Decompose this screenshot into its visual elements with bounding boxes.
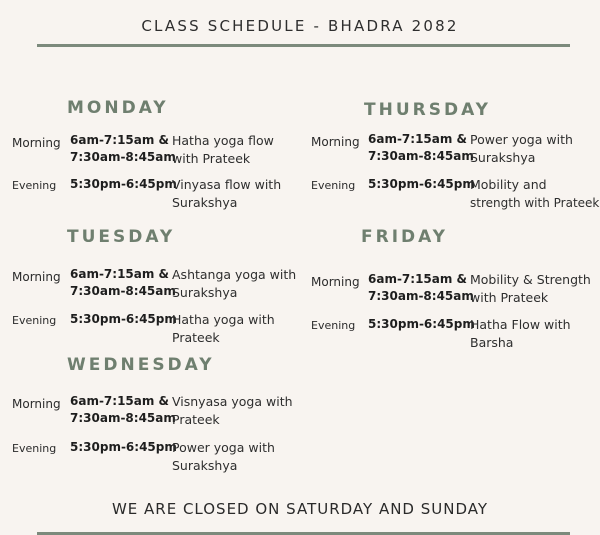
slot-label: Morning bbox=[12, 136, 61, 150]
class-instructor: with Prateek bbox=[172, 151, 251, 166]
day-heading-wednesday: WEDNESDAY bbox=[67, 355, 215, 375]
day-heading-thursday: THURSDAY bbox=[364, 100, 491, 120]
class-instructor: Surakshya bbox=[172, 195, 238, 210]
time-range: 6am-7:15am & bbox=[368, 132, 468, 146]
time-range: 6am-7:15am & bbox=[70, 267, 170, 281]
time-range: 6am-7:15am & bbox=[368, 272, 468, 286]
class-name: Hatha yoga with bbox=[172, 312, 275, 327]
class-instructor: Surakshya bbox=[470, 150, 536, 165]
class-name: Visnyasa yoga with bbox=[172, 394, 293, 409]
time-range: 5:30pm-6:45pm bbox=[368, 317, 475, 331]
slot-label: Evening bbox=[311, 319, 356, 332]
time-range-second: 7:30am-8:45am bbox=[368, 289, 474, 303]
slot-label: Evening bbox=[311, 179, 356, 192]
slot-label: Morning bbox=[12, 397, 61, 411]
slot-label: Morning bbox=[12, 270, 61, 284]
class-instructor: strength with Prateek bbox=[470, 196, 600, 210]
class-instructor: Barsha bbox=[470, 335, 514, 350]
time-range: 5:30pm-6:45pm bbox=[70, 440, 177, 454]
day-heading-monday: MONDAY bbox=[67, 98, 169, 118]
class-name: Vinyasa flow with bbox=[172, 177, 282, 192]
day-heading-friday: FRIDAY bbox=[361, 227, 448, 247]
page-title: CLASS SCHEDULE - BHADRA 2082 bbox=[141, 17, 459, 35]
class-name: Hatha Flow with bbox=[470, 317, 571, 332]
title-divider bbox=[37, 44, 570, 47]
time-range: 5:30pm-6:45pm bbox=[368, 177, 475, 191]
class-name: Power yoga with bbox=[172, 440, 275, 455]
time-range-second: 7:30am-8:45am bbox=[70, 150, 176, 164]
time-range: 5:30pm-6:45pm bbox=[70, 177, 177, 191]
slot-label: Evening bbox=[12, 442, 57, 455]
class-instructor: with Prateek bbox=[470, 290, 549, 305]
time-range: 6am-7:15am & bbox=[70, 394, 170, 408]
class-name: Mobility & Strength bbox=[470, 272, 591, 287]
time-range: 6am-7:15am & bbox=[70, 133, 170, 147]
slot-label: Morning bbox=[311, 135, 360, 149]
class-instructor: Surakshya bbox=[172, 458, 238, 473]
class-name: Mobility and bbox=[470, 177, 547, 192]
class-name: Hatha yoga flow bbox=[172, 133, 274, 148]
class-instructor: Prateek bbox=[172, 330, 220, 345]
time-range-second: 7:30am-8:45am bbox=[70, 284, 176, 298]
slot-label: Morning bbox=[311, 275, 360, 289]
closed-notice: WE ARE CLOSED ON SATURDAY AND SUNDAY bbox=[111, 500, 489, 518]
class-instructor: Surakshya bbox=[172, 285, 238, 300]
slot-label: Evening bbox=[12, 314, 57, 327]
time-range-second: 7:30am-8:45am bbox=[70, 411, 176, 425]
class-name: Ashtanga yoga with bbox=[172, 267, 297, 282]
time-range: 5:30pm-6:45pm bbox=[70, 312, 177, 326]
time-range-second: 7:30am-8:45am bbox=[368, 149, 474, 163]
slot-label: Evening bbox=[12, 179, 57, 192]
class-name: Power yoga with bbox=[470, 132, 573, 147]
class-instructor: Prateek bbox=[172, 412, 220, 427]
day-heading-tuesday: TUESDAY bbox=[67, 227, 176, 247]
